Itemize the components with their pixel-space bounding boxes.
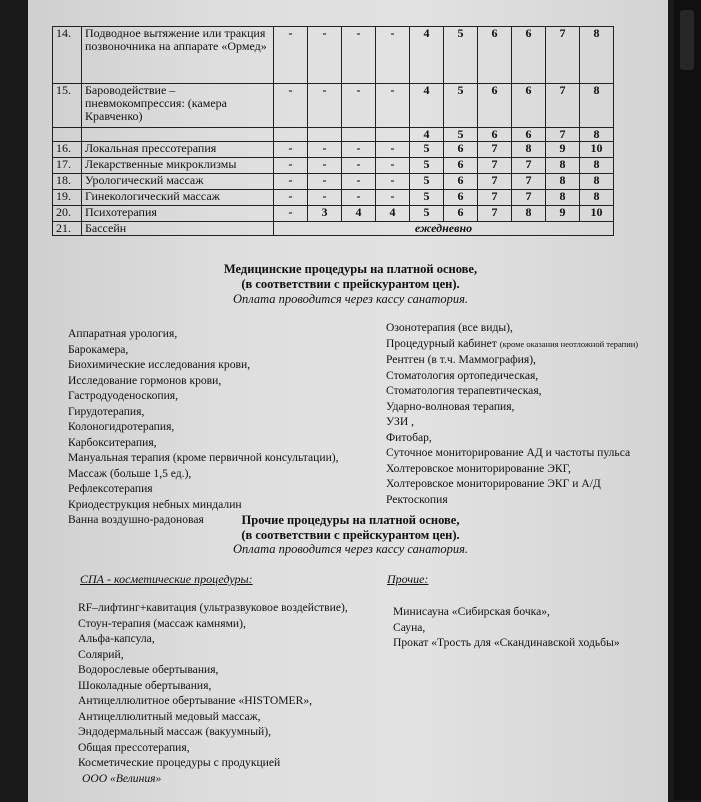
count-cell: 8 bbox=[546, 174, 580, 190]
count-cell: 3 bbox=[308, 206, 342, 222]
list-item: Стоматология терапевтическая, bbox=[386, 384, 542, 397]
list-item: Ударно-волновая терапия, bbox=[386, 399, 515, 413]
list-item: Колоногидротерапия, bbox=[68, 420, 175, 433]
count-cell: 5 bbox=[410, 190, 444, 206]
count-cell: 7 bbox=[546, 128, 580, 142]
count-cell: - bbox=[308, 84, 342, 128]
table-row bbox=[53, 128, 614, 142]
row-number: 15. bbox=[53, 84, 82, 128]
count-cell: 9 bbox=[546, 142, 580, 158]
list-item-note: (кроме оказания неотложной терапии) bbox=[499, 338, 639, 349]
count-cell: 9 bbox=[546, 206, 580, 222]
count-cell: - bbox=[342, 174, 376, 190]
count-cell: - bbox=[274, 190, 308, 206]
count-cell: 5 bbox=[444, 128, 478, 142]
count-cell: 5 bbox=[410, 142, 444, 158]
count-cell: 7 bbox=[478, 190, 512, 206]
count-cell: 6 bbox=[444, 190, 478, 206]
row-number: 18. bbox=[53, 174, 82, 190]
count-cell bbox=[376, 128, 410, 142]
count-cell: 6 bbox=[478, 84, 512, 128]
procedure-name: Подводное вытяжение или тракция позвоночника на аппарате «Ормед» bbox=[82, 27, 274, 84]
procedure-name: Бароводействие – пневмокомпрессия: (камера Кравченко) bbox=[82, 84, 274, 128]
list-item: Биохимические исследования крови, bbox=[68, 358, 251, 371]
count-cell: - bbox=[376, 174, 410, 190]
count-cell: 4 bbox=[410, 84, 444, 128]
count-cell bbox=[308, 128, 342, 142]
count-cell: 7 bbox=[512, 158, 546, 174]
table-row bbox=[53, 190, 614, 206]
list-item: УЗИ , bbox=[386, 415, 415, 428]
spa-heading: СПА - косметические процедуры: bbox=[80, 572, 253, 586]
count-cell: - bbox=[274, 142, 308, 158]
count-cell: - bbox=[342, 142, 376, 158]
list-item: Исследование гормонов крови, bbox=[68, 373, 222, 387]
list-item: Барокамера, bbox=[68, 342, 129, 356]
count-cell: - bbox=[308, 27, 342, 84]
count-cell: 6 bbox=[444, 158, 478, 174]
count-cell: 7 bbox=[512, 174, 546, 190]
count-cell: 6 bbox=[512, 27, 546, 84]
list-item: Сауна, bbox=[393, 620, 426, 634]
folder-edge bbox=[674, 0, 701, 800]
count-cell: - bbox=[308, 158, 342, 174]
paid-medical-right-list bbox=[386, 320, 638, 507]
count-cell: 4 bbox=[342, 206, 376, 222]
count-cell: 5 bbox=[410, 206, 444, 222]
count-cell: 8 bbox=[512, 206, 546, 222]
table-row bbox=[53, 206, 614, 222]
list-item: Антицеллюлитный медовый массаж, bbox=[78, 709, 261, 723]
count-cell: 5 bbox=[444, 84, 478, 128]
count-cell: 8 bbox=[546, 158, 580, 174]
list-item: Криодеструкция небных миндалин bbox=[68, 497, 242, 511]
list-item: Рефлексотерапия bbox=[68, 482, 153, 495]
count-cell: 8 bbox=[546, 190, 580, 206]
count-cell: 7 bbox=[478, 174, 512, 190]
list-item: Ванна воздушно-радоновая bbox=[68, 513, 204, 526]
count-cell: 7 bbox=[478, 206, 512, 222]
paid-medical-note: Оплата проводится через кассу санатория. bbox=[232, 292, 469, 306]
table-row bbox=[53, 174, 614, 190]
list-item: Холтеровское мониторирование ЭКГ, bbox=[386, 461, 571, 475]
row-number: 16. bbox=[53, 142, 82, 158]
count-cell: 7 bbox=[478, 142, 512, 158]
other-list bbox=[393, 604, 620, 651]
count-cell: 8 bbox=[580, 190, 614, 206]
spa-list bbox=[78, 600, 348, 786]
list-item-text: Процедурный кабинет bbox=[386, 336, 497, 350]
count-cell: 8 bbox=[580, 27, 614, 84]
count-cell bbox=[342, 128, 376, 142]
count-cell: - bbox=[376, 27, 410, 84]
count-cell: - bbox=[376, 142, 410, 158]
table-row bbox=[53, 142, 614, 158]
count-cell: - bbox=[342, 158, 376, 174]
procedure-name: Урологический массаж bbox=[82, 174, 274, 190]
procedure-name: Лекарственные микроклизмы bbox=[82, 158, 274, 174]
row-number: 14. bbox=[53, 27, 82, 84]
count-cell: 5 bbox=[444, 27, 478, 84]
list-item: Общая прессотерапия, bbox=[78, 740, 190, 754]
count-cell: 4 bbox=[410, 27, 444, 84]
list-item: Мануальная терапия (кроме первичной консультации), bbox=[68, 451, 339, 464]
count-cell: - bbox=[342, 84, 376, 128]
list-item: Стоун-терапия (массаж камнями), bbox=[78, 616, 246, 630]
count-cell: 7 bbox=[512, 190, 546, 206]
list-item: Водорослевые обертывания, bbox=[78, 663, 219, 676]
list-item: Косметические процедуры с продукцией bbox=[78, 756, 281, 769]
paid-medical-title: Медицинские процедуры на платной основе, bbox=[223, 262, 478, 276]
list-item: Альфа-капсула, bbox=[78, 632, 155, 645]
count-cell: 6 bbox=[444, 206, 478, 222]
count-cell: - bbox=[274, 84, 308, 128]
count-cell: 6 bbox=[478, 128, 512, 142]
procedure-name bbox=[82, 128, 274, 142]
count-cell: - bbox=[308, 142, 342, 158]
list-item: Карбокситерапия, bbox=[68, 435, 157, 449]
count-cell: 8 bbox=[580, 174, 614, 190]
count-cell: 7 bbox=[478, 158, 512, 174]
list-item bbox=[386, 336, 638, 353]
paid-other-title: Прочие процедуры на платной основе, bbox=[241, 513, 460, 527]
list-item: Ректоскопия bbox=[386, 492, 448, 506]
count-cell: - bbox=[274, 206, 308, 222]
list-item: Антицеллюлитное обертывание «HISTOMER», bbox=[78, 694, 313, 707]
count-cell: - bbox=[274, 27, 308, 84]
paid-other-note: Оплата проводится через кассу санатория. bbox=[232, 542, 469, 556]
procedure-name: Бассейн bbox=[82, 222, 274, 236]
list-item: Гирудотерапия, bbox=[68, 404, 145, 418]
list-item: Прокат «Трость для «Скандинавской ходьбы» bbox=[393, 636, 620, 649]
paid-medical-subtitle: (в соответствии с прейскурантом цен). bbox=[241, 277, 460, 291]
count-cell: 6 bbox=[512, 128, 546, 142]
count-cell: 6 bbox=[444, 142, 478, 158]
count-cell: 10 bbox=[580, 142, 614, 158]
table-row bbox=[53, 27, 614, 84]
list-item: Солярий, bbox=[78, 647, 124, 661]
row-number: 17. bbox=[53, 158, 82, 174]
count-cell: 8 bbox=[580, 84, 614, 128]
list-item: Рентген (в т.ч. Маммография), bbox=[386, 353, 536, 366]
count-cell: - bbox=[342, 27, 376, 84]
other-heading: Прочие: bbox=[387, 572, 429, 586]
count-cell: - bbox=[376, 84, 410, 128]
binder-clip bbox=[680, 10, 694, 70]
count-cell: 8 bbox=[580, 128, 614, 142]
table-row bbox=[53, 84, 614, 128]
count-cell: 7 bbox=[546, 84, 580, 128]
list-item: Аппаратная урология, bbox=[68, 327, 178, 340]
count-cell: 7 bbox=[546, 27, 580, 84]
list-item: Гастродуоденоскопия, bbox=[68, 389, 179, 402]
list-item: Суточное мониторирование АД и частоты пульса bbox=[386, 446, 631, 459]
procedures-table bbox=[52, 26, 614, 236]
list-item: Эндодермальный массаж (вакуумный), bbox=[78, 725, 271, 738]
count-cell: 4 bbox=[410, 128, 444, 142]
list-item: Минисауна «Сибирская бочка», bbox=[393, 605, 550, 618]
count-cell bbox=[274, 128, 308, 142]
count-cell: 5 bbox=[410, 158, 444, 174]
count-cell: 6 bbox=[444, 174, 478, 190]
count-cell: 6 bbox=[478, 27, 512, 84]
row-number: 20. bbox=[53, 206, 82, 222]
list-item: Стоматология ортопедическая, bbox=[386, 368, 539, 382]
count-cell: - bbox=[342, 190, 376, 206]
row-number: 19. bbox=[53, 190, 82, 206]
list-item: Холтеровское мониторирование ЭКГ и А/Д bbox=[386, 477, 601, 490]
count-cell: - bbox=[308, 190, 342, 206]
count-cell: 6 bbox=[512, 84, 546, 128]
count-cell: - bbox=[376, 158, 410, 174]
procedure-name: Локальная прессотерапия bbox=[82, 142, 274, 158]
count-cell: - bbox=[376, 190, 410, 206]
daily-cell: ежедневно bbox=[274, 222, 614, 236]
procedure-name: Психотерапия bbox=[82, 206, 274, 222]
list-item: ООО «Велиния» bbox=[82, 771, 162, 785]
row-number bbox=[53, 128, 82, 142]
count-cell: 5 bbox=[410, 174, 444, 190]
list-item: Фитобар, bbox=[386, 430, 432, 444]
count-cell: 8 bbox=[580, 158, 614, 174]
paid-medical-left-list bbox=[68, 326, 339, 528]
list-item: RF–лифтинг+кавитация (ультразвуковое воздействие), bbox=[78, 601, 348, 614]
list-item: Шоколадные обертывания, bbox=[78, 678, 212, 692]
count-cell: 10 bbox=[580, 206, 614, 222]
procedure-name: Гинекологический массаж bbox=[82, 190, 274, 206]
count-cell: 4 bbox=[376, 206, 410, 222]
count-cell: 8 bbox=[512, 142, 546, 158]
table-row bbox=[53, 222, 614, 236]
count-cell: - bbox=[274, 158, 308, 174]
count-cell: - bbox=[274, 174, 308, 190]
paid-other-subtitle: (в соответствии с прейскурантом цен). bbox=[241, 528, 460, 542]
list-item: Озонотерапия (все виды), bbox=[386, 321, 513, 334]
list-item: Массаж (больше 1,5 ед.), bbox=[68, 466, 192, 480]
row-number: 21. bbox=[53, 222, 82, 236]
table-row bbox=[53, 158, 614, 174]
count-cell: - bbox=[308, 174, 342, 190]
